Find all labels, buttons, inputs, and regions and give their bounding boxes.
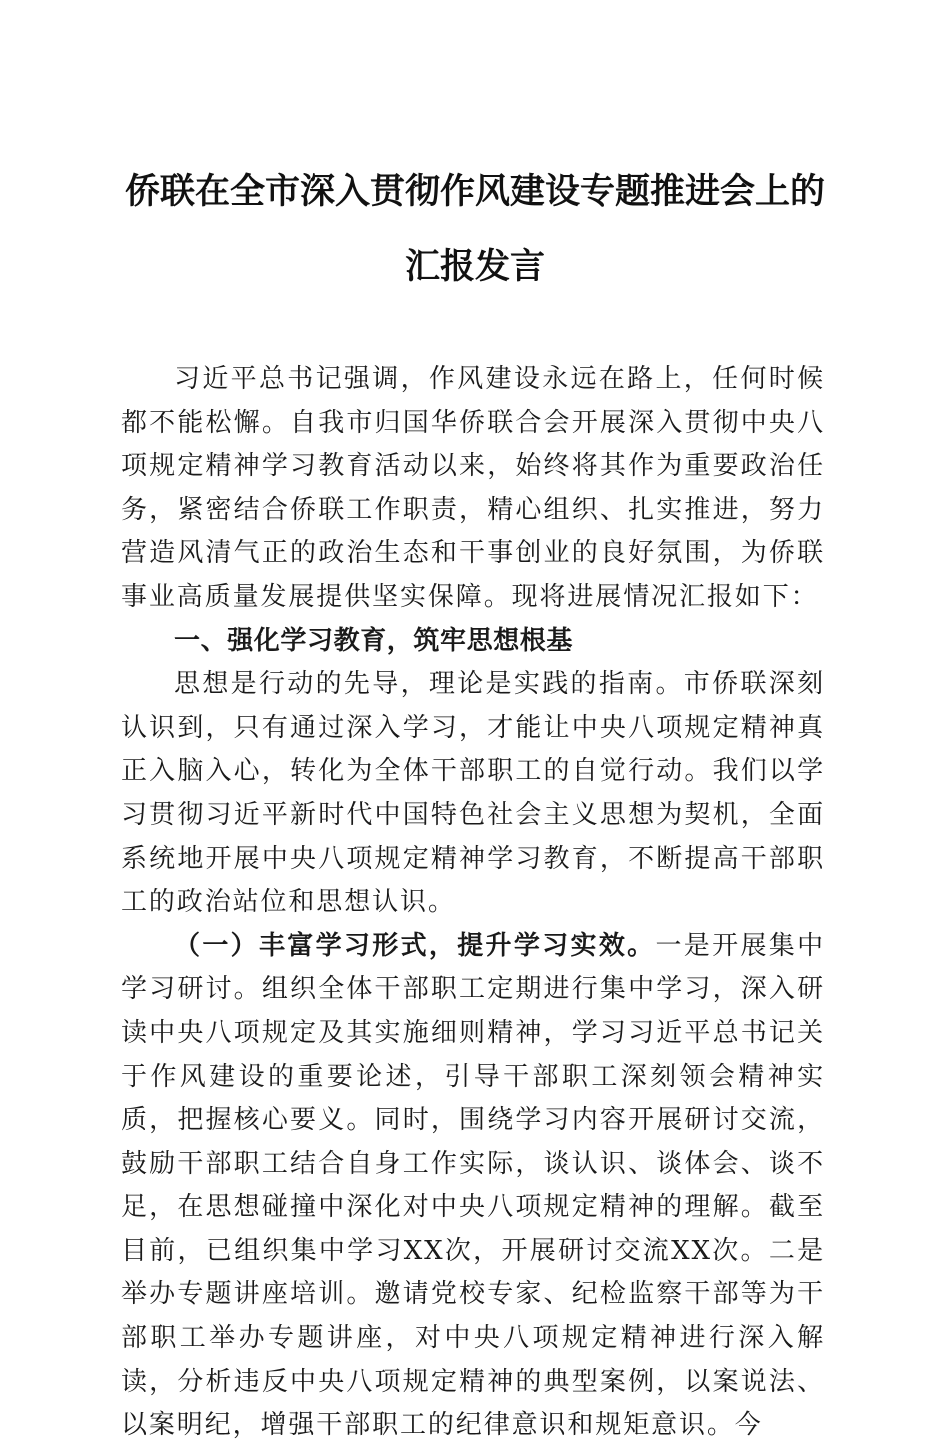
section-heading-1: 一、强化学习教育，筑牢思想根基 [174, 625, 574, 656]
title-line-1: 侨联在全市深入贯彻作风建设专题推进会上的 [124, 171, 825, 212]
document-body [121, 358, 825, 1448]
document-title [100, 160, 850, 287]
intro-paragraph: 习近平总书记强调，作风建设永远在路上，任何时候都不能松懈。自我市归国华侨联合会开展深入贯彻中央八项规定精神学习教育活动以来，始终将其作为重要政治任务，紧密结合侨联工作职责，精心组织、扎实推进，努力营造风清气正的政治生态和干事创业的良好氛围，为侨联事业高质量发展提供坚实保障。现将进展情况汇报如下： [121, 364, 825, 612]
subsection-1-paragraph [121, 925, 825, 1448]
subsection-1-text: 一是开展集中学习研讨。组织全体干部职工定期进行集中学习，深入研读中央八项规定及其实施细则精神，学习习近平总书记关于作风建设的重要论述，引导干部职工深刻领会精神实质，把握核心要义。同时，围绕学习内容开展研讨交流，鼓励干部职工结合自身工作实际，谈认识、谈体会、谈不足，在思想碰撞中深化对中央八项规定精神的理解。截至目前，已组织集中学习XX次，开展研讨交流XX次。二是举办专题讲座培训。邀请党校专家、纪检监察干部等为干部职工举办专题讲座，对中央八项规定精神进行深入解读，分析违反中央八项规定精神的典型案例，以案说法、以案明纪，增强干部职工的纪律意识和规矩意识。今 [121, 930, 825, 1441]
subsection-heading-1: （一）丰富学习形式，提升学习实效。 [174, 930, 656, 961]
title-line-2: 汇报发言 [404, 246, 545, 287]
section-1-paragraph: 思想是行动的先导，理论是实践的指南。市侨联深刻认识到，只有通过深入学习，才能让中央八项规定精神真正入脑入心，转化为全体干部职工的自觉行动。我们以学习贯彻习近平新时代中国特色社会主义思想为契机，全面系统地开展中央八项规定精神学习教育，不断提高干部职工的政治站位和思想认识。 [121, 669, 825, 918]
